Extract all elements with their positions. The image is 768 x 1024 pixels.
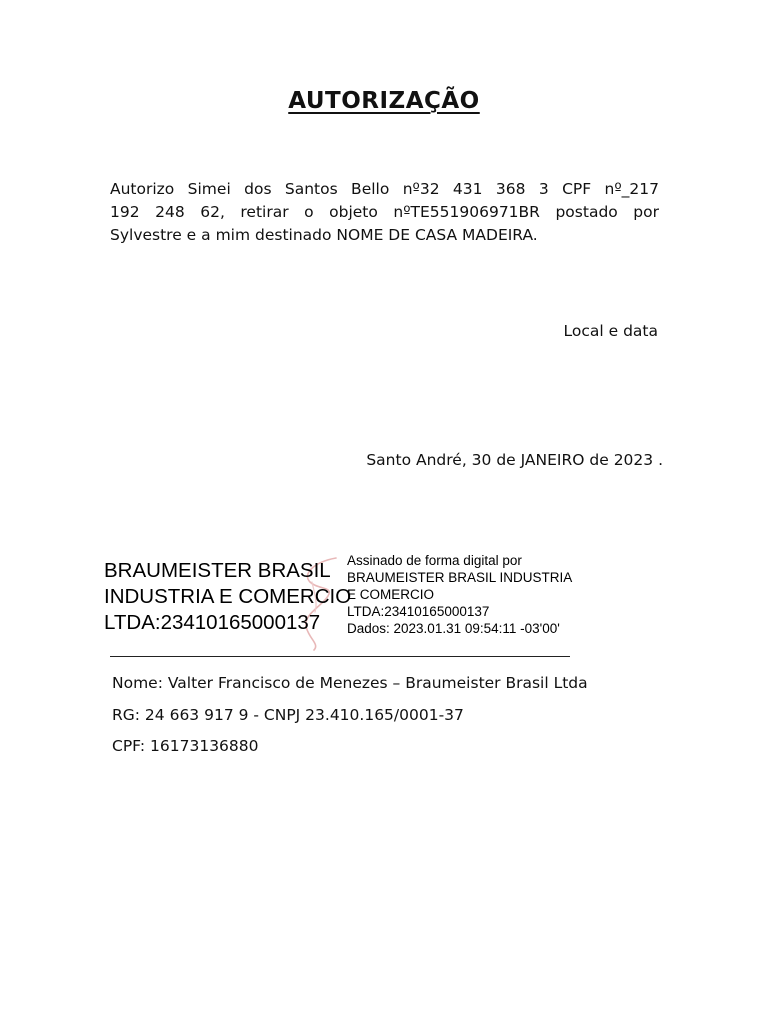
signer-line-1: BRAUMEISTER BRASIL xyxy=(104,559,331,582)
document-title: AUTORIZAÇÃO xyxy=(288,88,480,114)
signature-details xyxy=(347,552,572,637)
signer-name xyxy=(104,558,351,636)
body-line-2: 192 248 62, retirar o objeto nºTE551906971BR postado por xyxy=(110,203,659,221)
signature-detail-5: Dados: 2023.01.31 09:54:11 -03'00' xyxy=(347,621,560,636)
signer-line-3: LTDA:23410165000137 xyxy=(104,611,321,634)
body-line-3: Sylvestre e a mim destinado NOME DE CASA MADEIRA. xyxy=(110,226,538,244)
signature-detail-1: Assinado de forma digital por xyxy=(347,553,522,568)
signer-rg-cnpj: RG: 24 663 917 9 - CNPJ 23.410.165/0001-37 xyxy=(112,706,464,724)
place-date: Santo André, 30 de JANEIRO de 2023 . xyxy=(366,451,663,469)
signature-detail-4: LTDA:23410165000137 xyxy=(347,604,490,619)
signature-line xyxy=(110,656,570,657)
local-date-label: Local e data xyxy=(563,322,658,340)
body-line-1: Autorizo Simei dos Santos Bello nº32 431 368 3 CPF nº_217 xyxy=(110,180,659,198)
signer-line-2: INDUSTRIA E COMERCIO xyxy=(104,585,352,608)
digital-signature-block xyxy=(104,552,584,652)
signature-detail-3: E COMERCIO xyxy=(347,587,435,602)
signer-full-name: Nome: Valter Francisco de Menezes – Braumeister Brasil Ltda xyxy=(112,674,588,692)
authorization-text xyxy=(110,178,659,247)
signer-cpf: CPF: 16173136880 xyxy=(112,737,259,755)
signature-detail-2: BRAUMEISTER BRASIL INDUSTRIA xyxy=(347,570,573,585)
